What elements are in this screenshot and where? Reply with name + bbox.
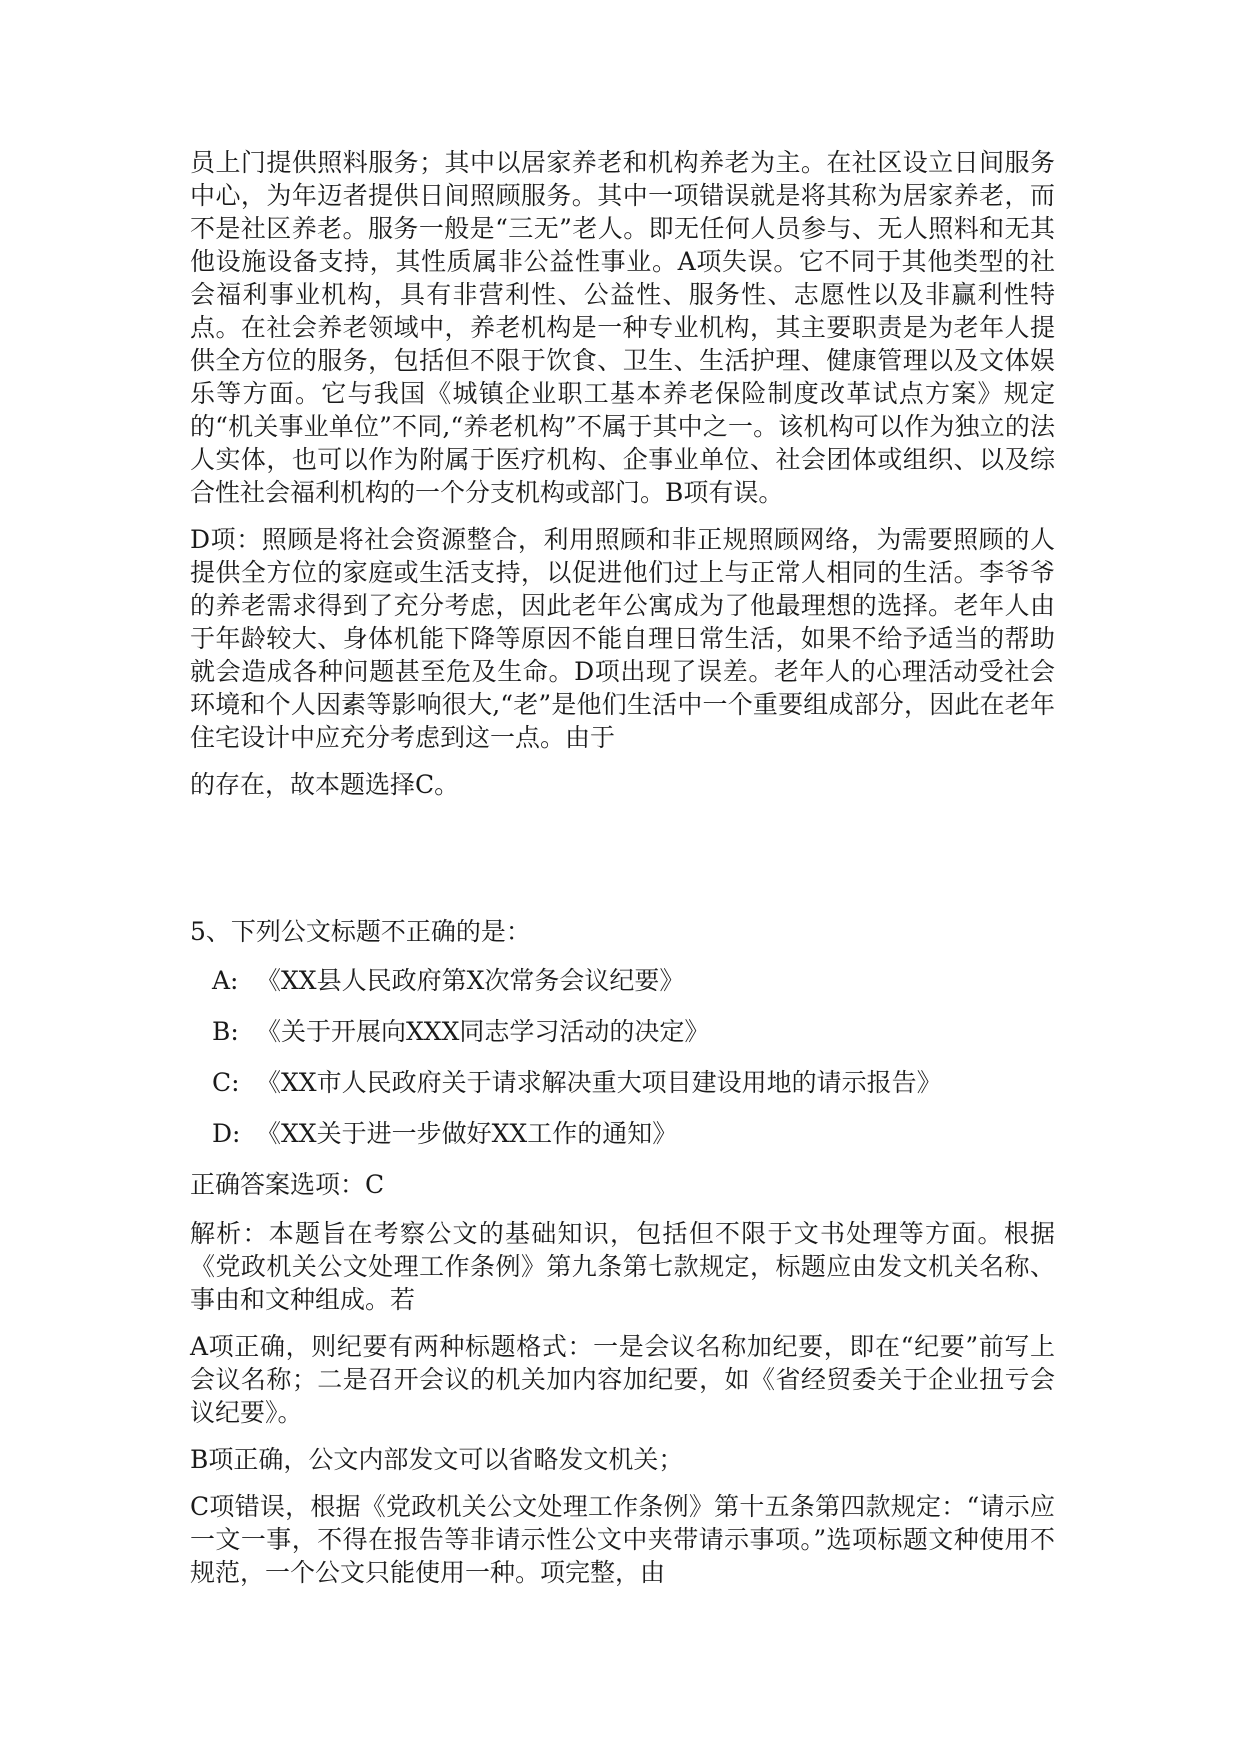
option-a — [212, 964, 1055, 997]
option-text: 《关于开展向XXX同志学习活动的决定》 — [256, 1017, 710, 1046]
option-b — [212, 1015, 1055, 1048]
option-text: 《XX关于进一步做好XX工作的通知》 — [256, 1119, 678, 1148]
option-key: B: — [212, 1017, 239, 1046]
analysis-paragraph: C项错误，根据《党政机关公文处理工作条例》第十五条第四款规定：“请示应一文一事，不得在报告等非请示性公文中夹带请示事项。”选项标题文种使用不规范，一个公文只能使用一种。项完整，由 — [190, 1492, 1055, 1587]
option-key: A: — [212, 966, 239, 995]
option-c — [212, 1066, 1055, 1099]
body-paragraph: 的存在，故本题选择C。 — [190, 770, 460, 799]
document-page — [190, 146, 1055, 1603]
option-key: D: — [212, 1119, 241, 1148]
analysis-paragraph: A项正确，则纪要有两种标题格式：一是会议名称加纪要，即在“纪要”前写上会议名称；二是召开会议的机关加内容加纪要，如《省经贸委关于企业扭亏会议纪要》。 — [190, 1332, 1055, 1427]
question-text: 5、下列公文标题不正确的是： — [190, 917, 531, 946]
body-paragraph: D项：照顾是将社会资源整合，利用照顾和非正规照顾网络，为需要照顾的人提供全方位的家庭或生活支持，以促进他们过上与正常人相同的生活。李爷爷的养老需求得到了充分考虑，因此老年公寓成为了他最理想的选择。老年人由于年龄较大、身体机能下降等原因不能自理日常生活，如果不给予适当的帮助就会造成各种问题甚至危及生命。D项出现了误差。老年人的心理活动受社会环境和个人因素等影响很大,“老”是他们生活中一个重要组成部分，因此在老年住宅设计中应充分考虑到这一点。由于 — [190, 525, 1055, 752]
option-text: 《XX县人民政府第X次常务会议纪要》 — [256, 966, 685, 995]
body-paragraph: 员上门提供照料服务；其中以居家养老和机构养老为主。在社区设立日间服务中心，为年迈者提供日间照顾服务。其中一项错误就是将其称为居家养老，而不是社区养老。服务一般是“三无”老人。即无任何人员参与、无人照料和无其他设施设备支持，其性质属非公益性事业。A项失误。它不同于其他类型的社会福利事业机构，具有非营利性、公益性、服务性、志愿性以及非赢利性特点。在社会养老领域中，养老机构是一种专业机构，其主要职责是为老年人提供全方位的服务，包括但不限于饮食、卫生、生活护理、健康管理以及文体娱乐等方面。它与我国《城镇企业职工基本养老保险制度改革试点方案》规定的“机关事业单位”不同,“养老机构”不属于其中之一。该机构可以作为独立的法人实体，也可以作为附属于医疗机构、企事业单位、社会团体或组织、以及综合性社会福利机构的一个分支机构或部门。B项有误。 — [190, 148, 1055, 507]
option-d — [212, 1117, 1055, 1150]
analysis-paragraph: 解析：本题旨在考察公文的基础知识，包括但不限于文书处理等方面。根据《党政机关公文处理工作条例》第九条第七款规定，标题应由发文机关名称、事由和文种组成。若 — [190, 1219, 1055, 1314]
correct-answer: 正确答案选项：C — [190, 1170, 385, 1199]
spacer — [190, 815, 1055, 915]
option-text: 《XX市人民政府关于请求解决重大项目建设用地的请示报告》 — [256, 1068, 942, 1097]
option-key: C: — [212, 1068, 240, 1097]
analysis-paragraph: B项正确，公文内部发文可以省略发文机关； — [190, 1445, 684, 1474]
